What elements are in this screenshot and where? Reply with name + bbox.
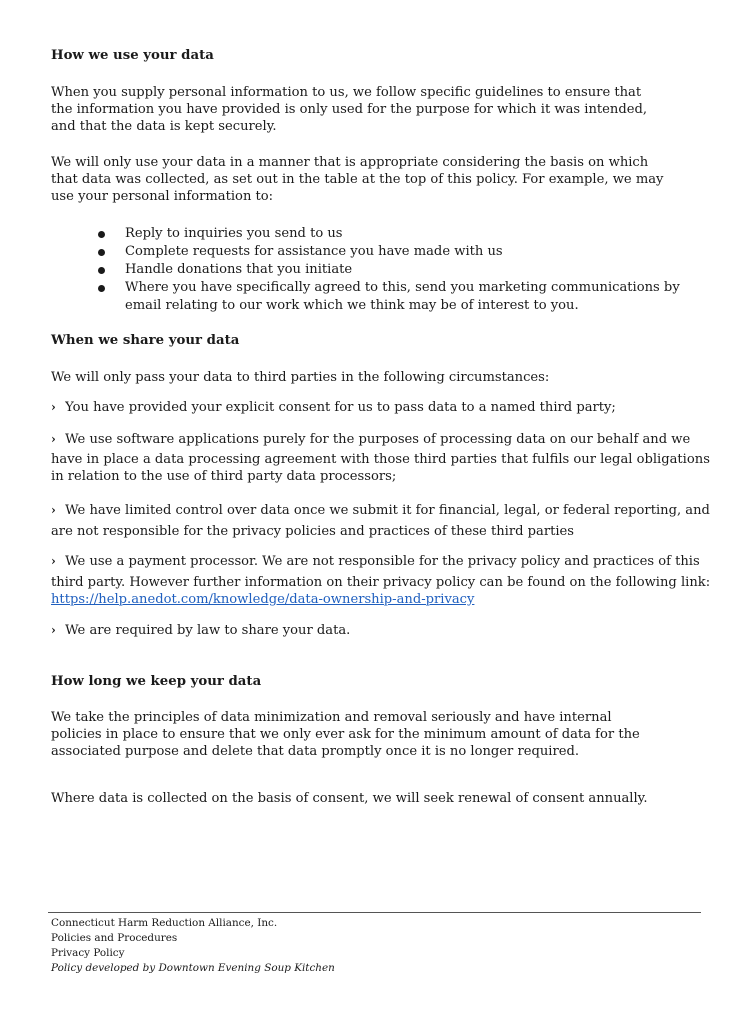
share-item-consent: › You have provided your explicit consent for us to pass data to a named third party;	[51, 400, 616, 415]
share-item-reporting: › We have limited control over data once we submit it for financial, legal, or federal reporting, and are not responsible for the privacy policies and practices of these third parties	[51, 503, 710, 539]
paragraph-use-intro: When you supply personal information to us, we follow specific guidelines to ensure that the information you have provided is only used for the purpose for which it was intended, and that the data is kept securely.	[51, 85, 648, 134]
section-heading-use: How we use your data	[51, 48, 214, 63]
bullet-dot-icon	[98, 267, 105, 274]
bullet-dot-icon	[98, 231, 105, 238]
share-item-law: › We are required by law to share your data.	[51, 623, 351, 638]
share-item-software: › We use software applications purely for the purposes of processing data on our behalf and we have in place a data processing agreement with those third parties that fulfils our legal obligations in relation to the use of third party data processors;	[51, 432, 710, 484]
section-heading-share: When we share your data	[51, 333, 240, 348]
chevron-right-icon: ›	[51, 503, 56, 517]
chevron-right-icon: ›	[51, 432, 56, 446]
chevron-right-icon: ›	[51, 623, 56, 637]
footer-divider	[48, 912, 701, 913]
footer-policy: Privacy Policy	[51, 947, 125, 959]
paragraph-use-basis: We will only use your data in a manner that is appropriate considering the basis on which that data was collected, as set out in the table at the top of this policy. For example, we may use your personal information to:	[51, 155, 664, 204]
footer-doc: Policies and Procedures	[51, 932, 178, 944]
footer-credit: Policy developed by Downtown Evening Soup Kitchen	[51, 962, 335, 974]
chevron-right-icon: ›	[51, 554, 56, 568]
footer-org: Connecticut Harm Reduction Alliance, Inc.	[51, 917, 278, 929]
share-item-payment: › We use a payment processor. We are not responsible for the privacy policy and practices of this third party. However further information on their privacy policy can be found on the following link: https://help.anedot.com/knowledge/data-ownership-and-privacy	[51, 554, 711, 607]
paragraph-consent-renewal: Where data is collected on the basis of consent, we will seek renewal of consent annually.	[51, 791, 648, 806]
privacy-policy-link[interactable]: https://help.anedot.com/knowledge/data-ownership-and-privacy	[51, 592, 475, 607]
bullet-dot-icon	[98, 285, 105, 292]
page-footer	[51, 916, 335, 976]
section-heading-retention: How long we keep your data	[51, 674, 262, 689]
bullet-dot-icon	[98, 249, 105, 256]
paragraph-retention: We take the principles of data minimization and removal seriously and have internal policies in place to ensure that we only ever ask for the minimum amount of data for the associated purpose and delete that data promptly once it is no longer required.	[51, 710, 640, 759]
paragraph-share-intro: We will only pass your data to third parties in the following circumstances:	[51, 370, 550, 385]
chevron-right-icon: ›	[51, 400, 56, 414]
